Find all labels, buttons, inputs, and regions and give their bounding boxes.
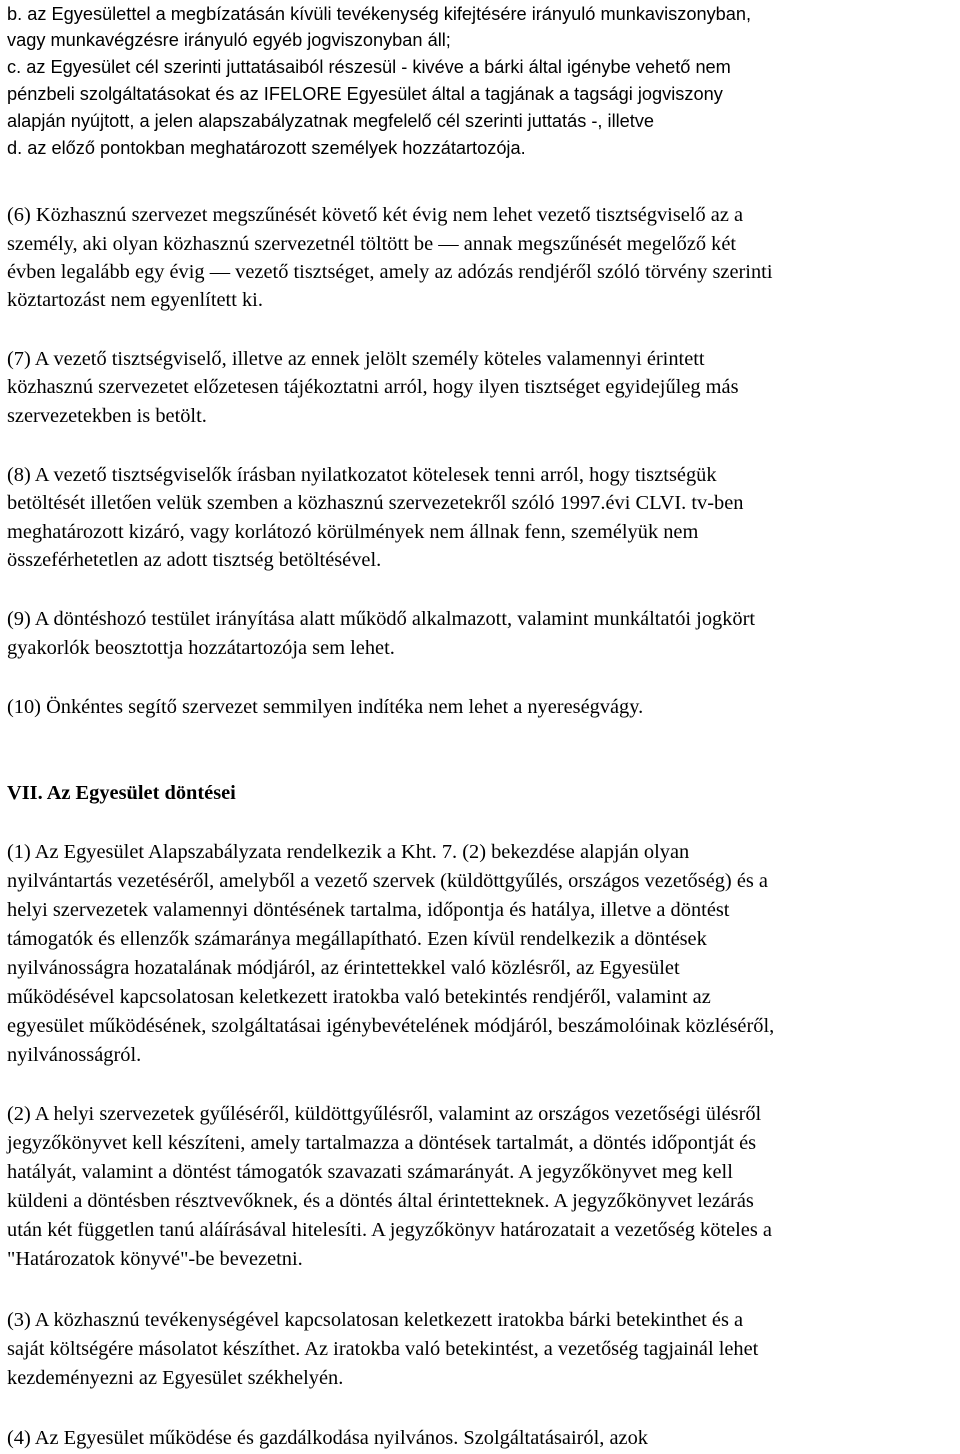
paragraph-line: (1) Az Egyesület Alapszabályzata rendelkezik a Kht. 7. (2) bekezdése alapján olyan [7,841,690,863]
section-heading [7,783,236,803]
paragraph-line: betöltését illetően velük szemben a közhasznú szervezetekről szóló 1997.évi CLVI. tv-ben [7,492,744,514]
paragraph-line: gyakorlók beosztottja hozzátartozója sem lehet. [7,637,395,659]
paragraph-line: nyilvánosságra hozatalának módjáról, az érintettekkel való közlésről, az Egyesület [7,957,680,979]
list-item-c-line-3: alapján nyújtott, a jelen alapszabályzatnak megfelelő cél szerinti juttatás -, illetve [7,111,655,131]
paragraph-line: hatályát, valamint a döntést támogatók szavazati számarányát. A jegyzőkönyvet meg kell [7,1161,733,1183]
paragraph-line: jegyzőkönyvet kell készíteni, amely tartalmazza a döntések tartalmát, a döntés időpontját és [7,1132,757,1154]
paragraph-line: (2) A helyi szervezetek gyűléséről, küldöttgyűlésről, valamint az országos vezetőségi ülésről [7,1103,762,1125]
paragraph-line: "Határozatok könyvé"-be bevezetni. [7,1248,303,1270]
paragraph-line: szervezetekben is betölt. [7,405,207,427]
paragraph-line: (8) A vezető tisztségviselők írásban nyilatkozatot kötelesek tenni arról, hogy tisztségük [7,464,717,486]
paragraph-line: küldeni a döntésben résztvevőknek, és a döntés által érintetteknek. A jegyzőkönyvet lezárás [7,1190,754,1212]
paragraph-line: (3) A közhasznú tevékenységével kapcsolatosan keletkezett iratokba bárki betekinthet és a [7,1309,744,1331]
paragraph-line: köztartozást nem egyenlített ki. [7,289,263,311]
list-item-c-line-2: pénzbeli szolgáltatásokat és az IFELORE Egyesület által a tagjának a tagsági jogviszony [7,84,723,104]
paragraph-line: összeférhetetlen az adott tisztség betöltésével. [7,549,382,571]
paragraph-line: támogatók és ellenzők számaránya megállapítható. Ezen kívül rendelkezik a döntések [7,928,707,950]
paragraph-line: saját költségére másolatot készíthet. Az iratokba való betekintést, a vezetőség tagjainál lehet [7,1338,759,1360]
paragraph-line: (6) Közhasznú szervezet megszűnését követő két évig nem lehet vezető tisztségviselő az a [7,204,744,226]
paragraph-line: egyesület működésének, szolgáltatásai igénybevételének módjáról, beszámolóinak közléséről, [7,1015,775,1037]
list-item-b-line-2: vagy munkavégzésre irányuló egyéb jogviszonyban áll; [7,30,451,50]
paragraph-line: közhasznú szervezetet előzetesen tájékoztatni arról, hogy ilyen tisztséget egyidejűleg más [7,376,739,398]
paragraph-line: kezdeményezni az Egyesület székhelyén. [7,1367,344,1389]
paragraph-line: nyilvántartás vezetéséről, amelyből a vezető szervek (küldöttgyűlés, országos vezetőség) és a [7,870,768,892]
paragraph-line: helyi szervezetek valamennyi döntésének tartalma, időpontja és hatálya, illetve a döntést [7,899,730,921]
paragraph-line: (7) A vezető tisztségviselő, illetve az ennek jelölt személy köteles valamennyi érintett [7,348,705,370]
list-item-c-line-1: c. az Egyesület cél szerinti juttatásaiból részesül - kivéve a bárki által igénybe vehető nem [7,57,731,77]
paragraph-line: működésével kapcsolatosan keletkezett iratokba való betekintés rendjéről, valamint az [7,986,711,1008]
paragraph-line: személy, aki olyan közhasznú szervezetnél töltött be — annak megszűnését megelőző két [7,233,737,255]
section-title: Az Egyesület döntései [46,782,236,804]
list-item-d-line-1: d. az előző pontokban meghatározott személyek hozzátartozója. [7,138,526,158]
paragraph-line: meghatározott kizáró, vagy korlátozó körülmények nem állnak fenn, személyük nem [7,521,699,543]
paragraph-line: után két független tanú aláírásával hitelesíti. A jegyzőkönyv határozatait a vezetőség köteles a [7,1219,772,1241]
paragraph-line: nyilvánosságról. [7,1044,142,1066]
paragraph-line: évben legalább egy évig — vezető tisztséget, amely az adózás rendjéről szóló törvény szerinti [7,261,773,283]
paragraph-line: (9) A döntéshozó testület irányítása alatt működő alkalmazott, valamint munkáltatói jogkört [7,608,756,630]
paragraph-line: (4) Az Egyesület működése és gazdálkodása nyilvános. Szolgáltatásairól, azok [7,1427,648,1449]
paragraph-line: (10) Önkéntes segítő szervezet semmilyen indítéka nem lehet a nyereségvágy. [7,696,644,718]
list-item-b-line-1: b. az Egyesülettel a megbízatásán kívüli tevékenység kifejtésére irányuló munkaviszonyban, [7,4,752,24]
section-number: VII. [7,782,43,804]
